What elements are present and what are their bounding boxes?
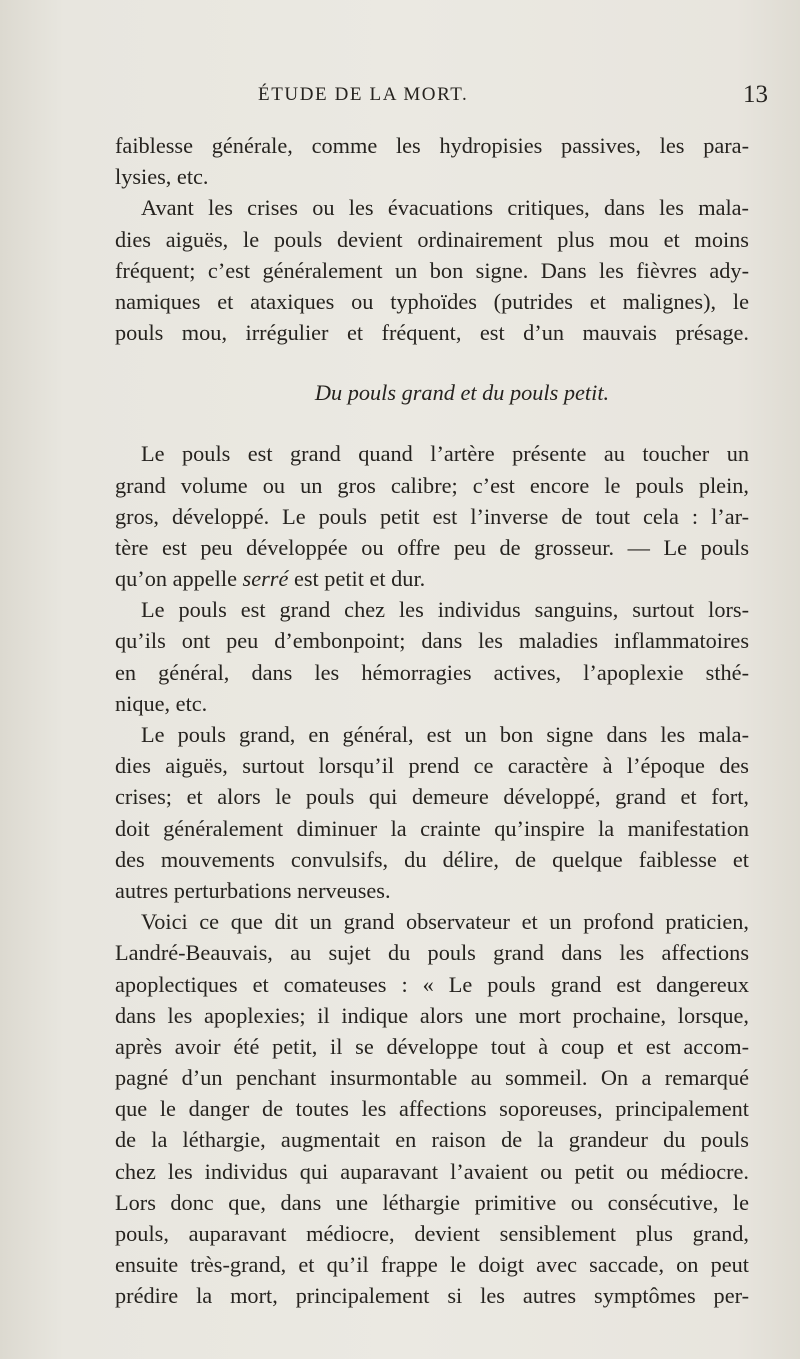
paragraph-6	[115, 906, 749, 1311]
body-text	[115, 130, 749, 1312]
running-title: ÉTUDE DE LA MORT.	[258, 84, 469, 105]
text-line: de la léthargie, augmentait en raison de la grandeur du pouls	[115, 1127, 749, 1153]
text-line: faiblesse générale, comme les hydropisies passives, les para-	[115, 133, 749, 158]
text-line: dies aiguës, le pouls devient ordinairement plus mou et moins	[115, 226, 749, 252]
text-line: apoplectiques et comateuses : « Le pouls grand est dangereux	[115, 971, 749, 997]
text-line: Lors donc que, dans une léthargie primitive ou consécutive, le	[115, 1189, 749, 1215]
section-subheading: Du pouls grand et du pouls petit.	[314, 380, 610, 406]
text-line: Avant les crises ou les évacuations critiques, dans les mala-	[141, 195, 749, 221]
text-line	[115, 563, 749, 594]
text-line: Le pouls grand, en général, est un bon signe dans les mala-	[141, 722, 749, 747]
text-line: grand volume ou un gros calibre; c’est encore le pouls plein,	[115, 472, 749, 498]
text-line: dans les apoplexies; il indique alors une mort prochaine, lorsque,	[115, 1002, 749, 1028]
text-line: prédire la mort, principalement si les autres symptômes per-	[115, 1283, 749, 1309]
text-line: pouls mou, irrégulier et fréquent, est d’un mauvais présage.	[115, 320, 749, 346]
running-header	[0, 81, 800, 114]
paragraph-4	[115, 594, 749, 719]
text-line: que le danger de toutes les affections soporeuses, principalement	[115, 1096, 749, 1122]
text-line: gros, développé. Le pouls petit est l’inverse de tout cela : l’ar-	[115, 503, 749, 529]
text-line: Le pouls est grand quand l’artère présente au toucher un	[141, 441, 749, 467]
text-line: Le pouls est grand chez les individus sanguins, surtout lors-	[141, 597, 749, 623]
paragraph-2	[115, 192, 749, 348]
text-line: dies aiguës, surtout lorsqu’il prend ce caractère à l’époque des	[115, 753, 749, 779]
text-line: namiques et ataxiques ou typhoïdes (putrides et malignes), le	[115, 288, 749, 314]
text-line: doit généralement diminuer la crainte qu’inspire la manifestation	[115, 815, 749, 841]
text-line: nique, etc.	[115, 690, 208, 716]
text-line: des mouvements convulsifs, du délire, de quelque faiblesse et	[115, 846, 749, 872]
paragraph-5	[115, 719, 749, 906]
text-line: pouls, auparavant médiocre, devient sensiblement plus grand,	[115, 1221, 749, 1246]
text-line: ensuite très-grand, et qu’il frappe le doigt avec saccade, on peut	[115, 1252, 749, 1278]
text-line: après avoir été petit, il se développe tout à coup et est accom-	[115, 1033, 749, 1059]
text-run: qu’on appelle	[115, 566, 243, 592]
paragraph-3	[115, 438, 749, 594]
text-line: en général, dans les hémorragies actives, l’apoplexie sthé-	[115, 659, 749, 685]
text-line: Voici ce que dit un grand observateur et un profond praticien,	[141, 909, 749, 935]
text-line: pagné d’un penchant insurmontable au sommeil. On a remarqué	[115, 1065, 749, 1091]
text-line: crises; et alors le pouls qui demeure développé, grand et fort,	[115, 784, 749, 810]
text-line: chez les individus qui auparavant l’avaient ou petit ou médiocre.	[115, 1158, 749, 1184]
text-line: Landré-Beauvais, au sujet du pouls grand dans les affections	[115, 940, 749, 966]
text-run: est petit et dur.	[288, 566, 426, 592]
text-line: lysies, etc.	[115, 164, 209, 190]
text-line: qu’ils ont peu d’embonpoint; dans les maladies inflammatoires	[115, 628, 749, 654]
text-line: autres perturbations nerveuses.	[115, 877, 391, 903]
emphasized-term: serré	[242, 566, 289, 592]
text-line: tère est peu développée ou offre peu de grosseur. — Le pouls	[115, 534, 749, 560]
text-line: fréquent; c’est généralement un bon signe. Dans les fièvres ady-	[115, 257, 749, 283]
page-number: 13	[743, 81, 768, 108]
paragraph-1	[115, 130, 749, 192]
